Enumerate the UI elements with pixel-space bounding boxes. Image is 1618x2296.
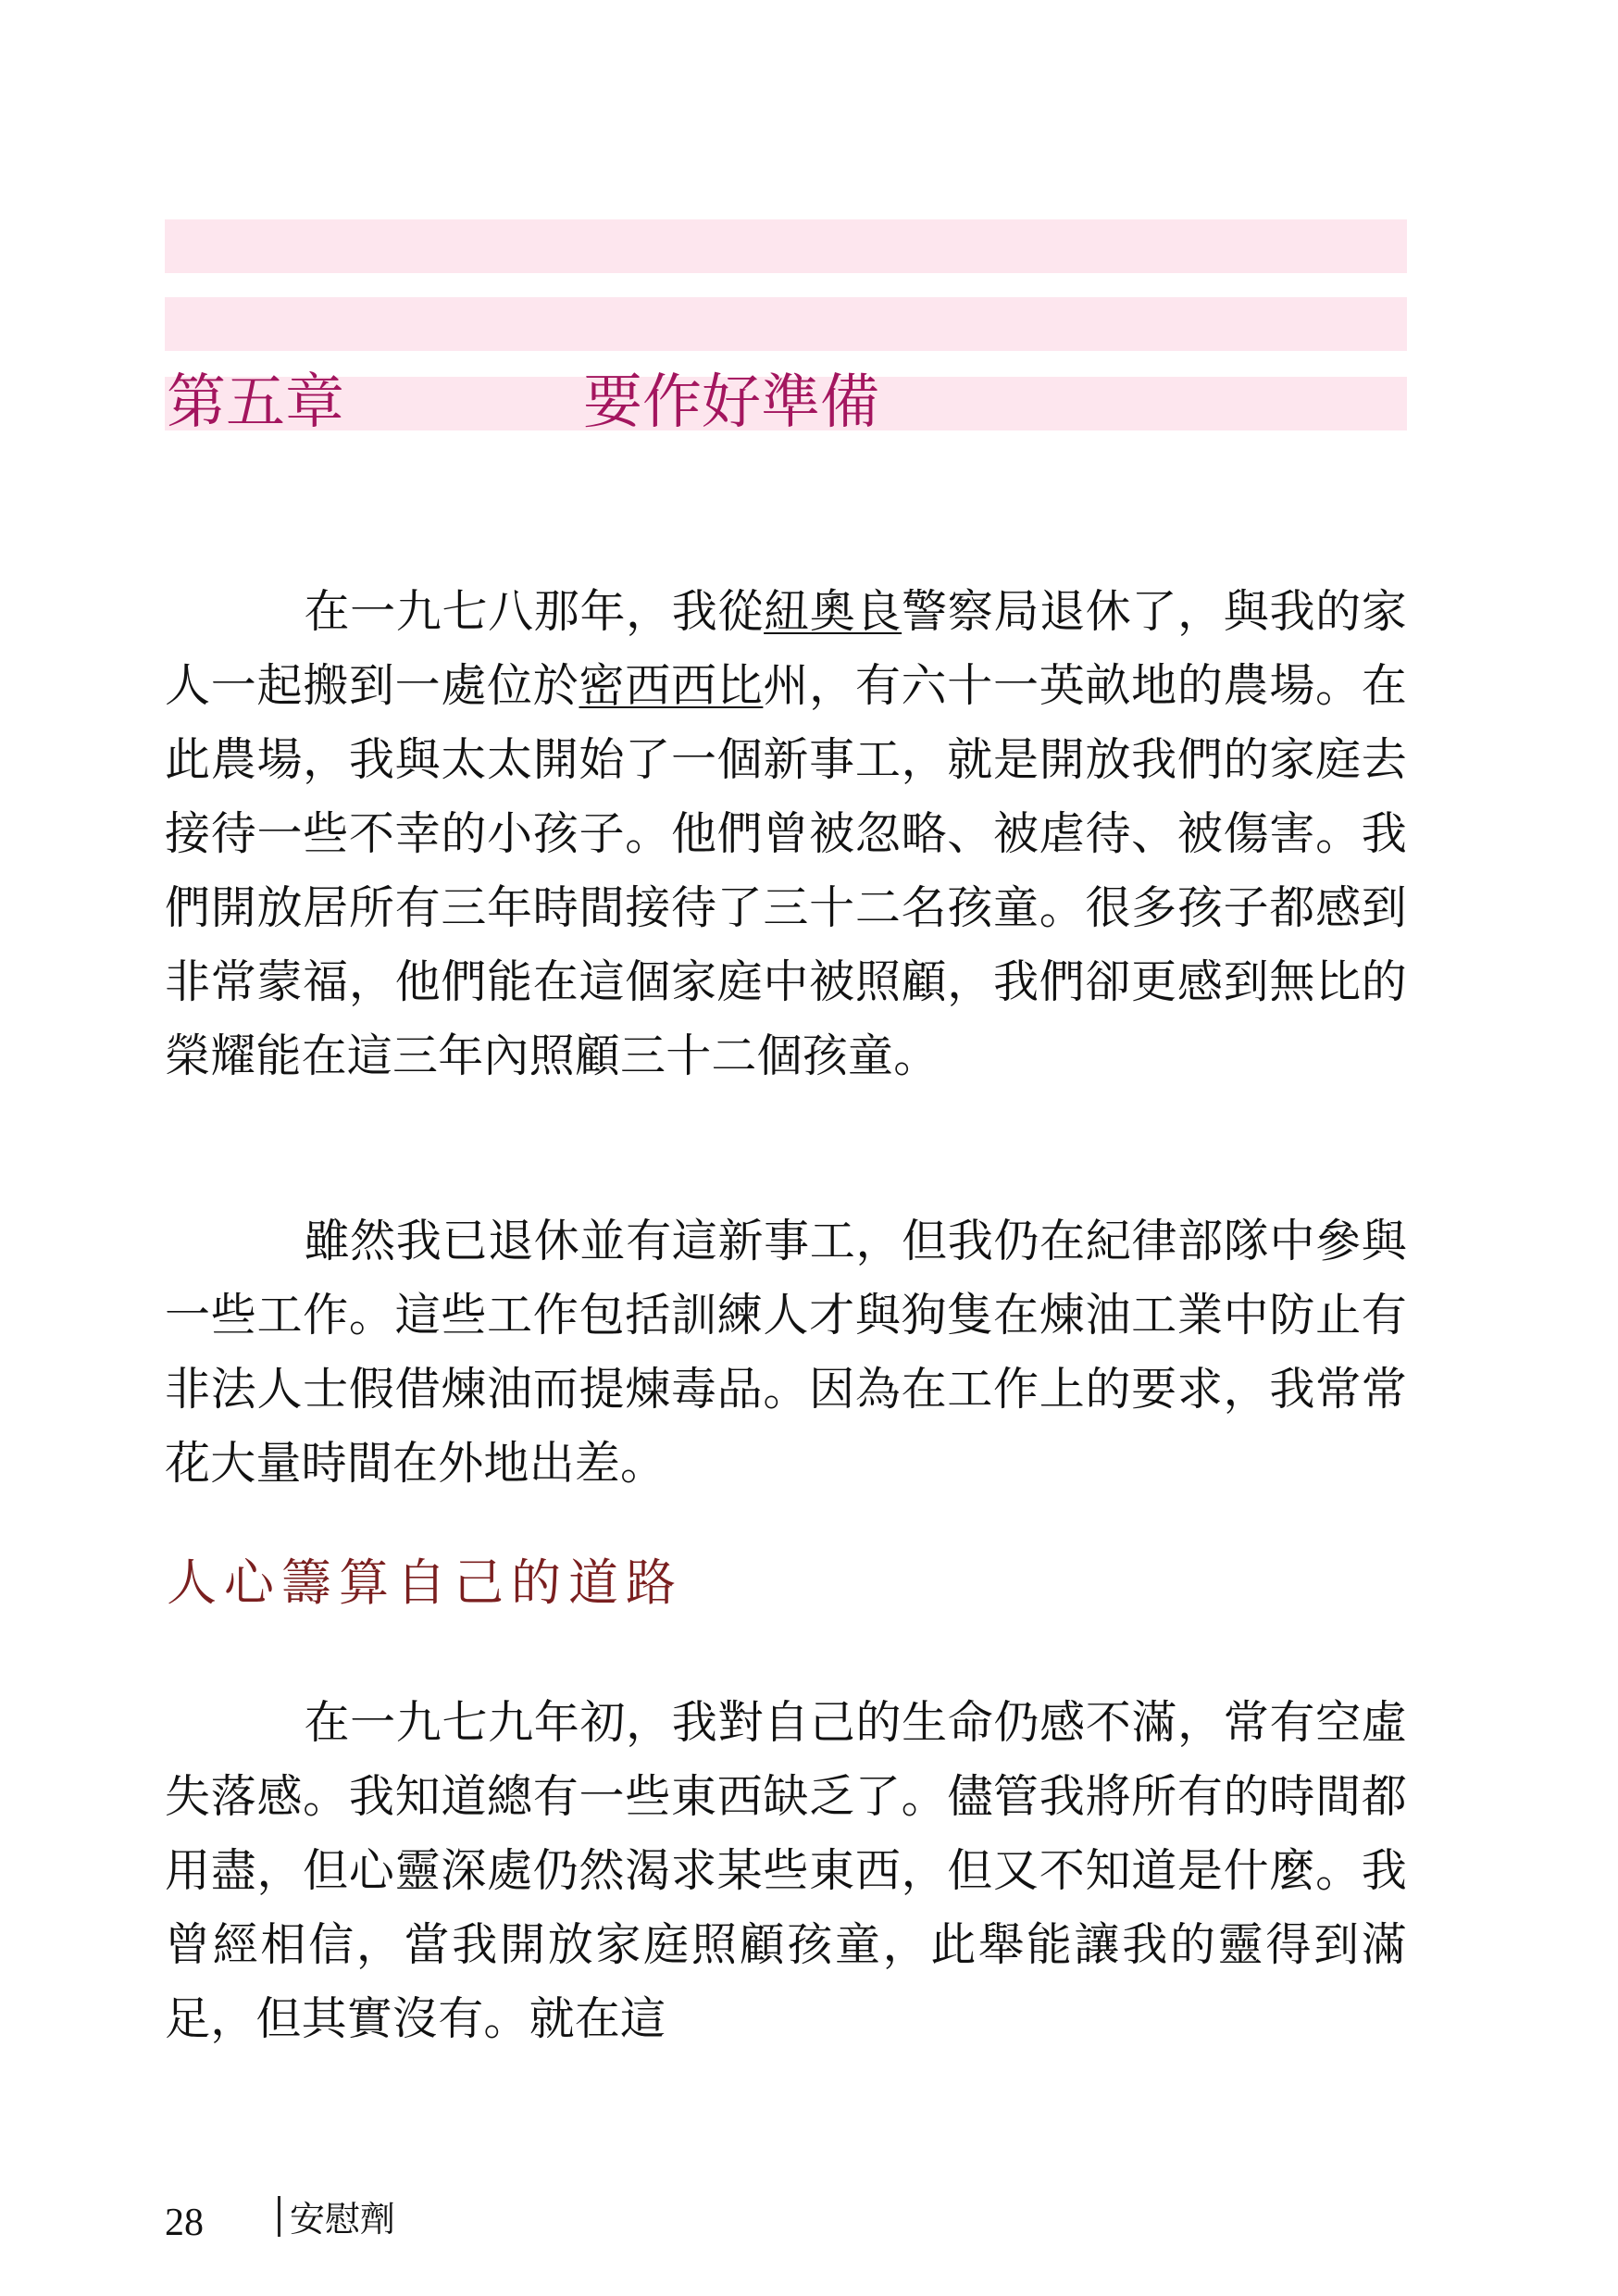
paragraph-1-text-middle: 警察局退休了，與我的家人一起搬到一處位於	[165, 585, 1407, 712]
paragraph-1	[165, 575, 1407, 1093]
place-name-mississippi: 密西西比	[579, 659, 764, 712]
page-number: 28	[165, 2202, 204, 2244]
book-title: 安慰劑	[290, 2199, 396, 2240]
decorative-band-top	[165, 219, 1407, 273]
decorative-band-middle	[165, 297, 1407, 351]
place-name-new-orleans: 紐奧良	[764, 585, 902, 638]
page-footer	[165, 2194, 720, 2250]
paragraph-1-text-start: 在一九七八那年，我從	[304, 585, 765, 638]
paragraph-3	[165, 1686, 1407, 2056]
section-heading: 人心籌算自己的道路	[167, 1554, 683, 1612]
paragraph-3-text: 在一九七九年初，我對自己的生命仍感不滿，常有空虛失落感。我知道總有一些東西缺乏了。儘管我將所有的時間都用盡，但心靈深處仍然渴求某些東西，但又不知道是什麼。我曾經相信，當我開放家庭照顧孩童，此舉能讓我的靈得到滿足，但其實沒有。就在這	[165, 1696, 1407, 2045]
chapter-title: 要作好準備	[583, 368, 879, 437]
chapter-number: 第五章	[167, 368, 344, 437]
paragraph-2-text: 雖然我已退休並有這新事工，但我仍在紀律部隊中參與一些工作。這些工作包括訓練人才與狗隻在煉油工業中防止有非法人士假借煉油而提煉毒品。因為在工作上的要求，我常常花大量時間在外地出差。	[165, 1215, 1407, 1490]
chapter-heading	[167, 361, 1407, 444]
paragraph-2	[165, 1204, 1407, 1501]
footer-divider	[278, 2196, 280, 2237]
paragraph-1-text-end: 州，有六十一英畝地的農場。在此農場，我與太太開始了一個新事工，就是開放我們的家庭去接待一些不幸的小孩子。他們曾被忽略、被虐待、被傷害。我們開放居所有三年時間接待了三十二名孩童。很多孩子都感到非常蒙福，他們能在這個家庭中被照顧，我們卻更感到無比的榮耀能在這三年內照顧三十二個孩童。	[165, 659, 1407, 1082]
